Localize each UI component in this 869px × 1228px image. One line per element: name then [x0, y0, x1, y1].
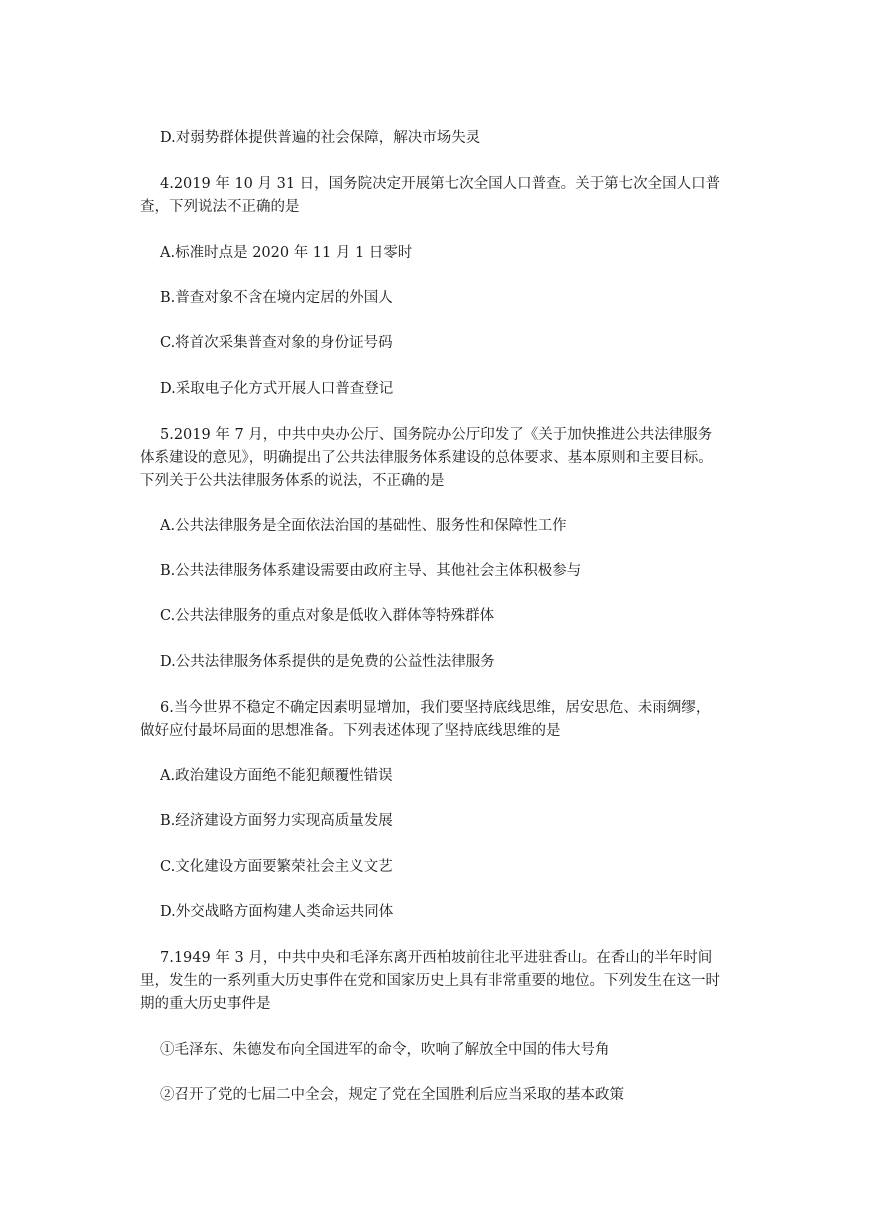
option-3d: D.对弱势群体提供普遍的社会保障，解决市场失灵	[160, 130, 481, 146]
option-5a: A.公共法律服务是全面依法治国的基础性、服务性和保障性工作	[160, 518, 567, 534]
option-5d: D.公共法律服务体系提供的是免费的公益性法律服务	[160, 654, 495, 670]
statement-7-2: ②召开了党的七届二中全会，规定了党在全国胜利后应当采取的基本政策	[160, 1087, 624, 1103]
option-4a: A.标准时点是 2020 年 11 月 1 日零时	[160, 245, 413, 261]
question-5-line-1: 5.2019 年 7 月，中共中央办公厅、国务院办公厅印发了《关于加快推进公共法律服务	[160, 427, 713, 443]
option-5c: C.公共法律服务的重点对象是低收入群体等特殊群体	[160, 608, 495, 624]
option-6c: C.文化建设方面要繁荣社会主义文艺	[160, 859, 393, 875]
question-7-line-1: 7.1949 年 3 月，中共中央和毛泽东离开西柏坡前往北平进驻香山。在香山的半年时间	[160, 950, 713, 966]
option-4d: D.采取电子化方式开展人口普查登记	[160, 381, 394, 397]
option-5b: B.公共法律服务体系建设需要由政府主导、其他社会主体积极参与	[160, 563, 582, 579]
question-6-line-2: 做好应付最坏局面的思想准备。下列表述体现了坚持底线思维的是	[140, 723, 561, 739]
question-6-line-1: 6.当今世界不稳定不确定因素明显增加，我们要坚持底线思维，居安思危、未雨绸缪，	[160, 700, 711, 716]
option-6d: D.外交战略方面构建人类命运共同体	[160, 904, 394, 920]
question-4-line-1: 4.2019 年 10 月 31 日，国务院决定开展第七次全国人口普查。关于第七次全国人口普	[160, 176, 721, 192]
question-7-line-2: 里，发生的一系列重大历史事件在党和国家历史上具有非常重要的地位。下列发生在这一时	[140, 973, 720, 989]
option-4c: C.将首次采集普查对象的身份证号码	[160, 335, 393, 351]
statement-7-1: ①毛泽东、朱德发布向全国进军的命令，吹响了解放全中国的伟大号角	[160, 1042, 610, 1058]
question-7-line-3: 期的重大历史事件是	[140, 996, 271, 1012]
question-4-line-2: 查，下列说法不正确的是	[140, 199, 300, 215]
option-6a: A.政治建设方面绝不能犯颠覆性错误	[160, 768, 393, 784]
question-5-line-3: 下列关于公共法律服务体系的说法，不正确的是	[140, 473, 445, 489]
option-6b: B.经济建设方面努力实现高质量发展	[160, 813, 393, 829]
question-5-line-2: 体系建设的意见》，明确提出了公共法律服务体系建设的总体要求、基本原则和主要目标。	[140, 450, 713, 466]
option-4b: B.普查对象不含在境内定居的外国人	[160, 290, 393, 306]
